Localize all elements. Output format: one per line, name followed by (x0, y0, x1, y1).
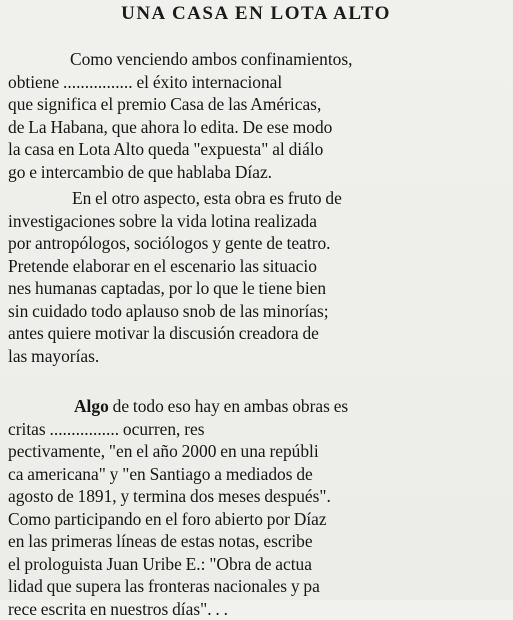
paragraph-3-line: pectivamente, "en el año 2000 en una repúbli (8, 440, 504, 463)
paragraph-2-line: antes quiere motivar la discusión creadora de (8, 322, 504, 345)
paragraph-3-first-line-rest: de todo eso hay en ambas obras es (109, 396, 348, 416)
paragraph-3-first-line (8, 395, 504, 418)
paragraph-3-line: agosto de 1891, y termina dos meses después". (8, 485, 504, 508)
paragraph-2-line: En el otro aspecto, esta obra es fruto de (8, 187, 504, 210)
paragraph-3-lead-word: Algo (74, 396, 109, 416)
article-paragraph-3 (8, 395, 504, 620)
paragraph-3-line: en las primeras líneas de estas notas, escribe (8, 530, 504, 553)
paragraph-3-line: lidad que supera las fronteras nacionales y pa (8, 575, 504, 598)
paragraph-2-line: nes humanas captadas, por lo que le tiene bien (8, 277, 504, 300)
paragraph-1-line: de La Habana, que ahora lo edita. De ese modo (8, 116, 504, 139)
paragraph-3-line: rece escrita en nuestros días". . . (8, 598, 504, 620)
paragraph-2-line: las mayorías. (8, 345, 504, 368)
paragraph-3-line: critas ................ ocurren, res (8, 418, 504, 441)
paragraph-3-line: Como participando en el foro abierto por Díaz (8, 508, 504, 531)
article-paragraph-1 (8, 48, 504, 183)
paragraph-1-line: Como venciendo ambos confinamientos, (8, 48, 504, 71)
article-paragraph-2 (8, 187, 504, 367)
paragraph-1-line: la casa en Lota Alto queda "expuesta" al diálo (8, 138, 504, 161)
paragraph-1-line: que significa el premio Casa de las Américas, (8, 93, 504, 116)
paragraph-1-line: go e intercambio de que hablaba Díaz. (8, 161, 504, 184)
paragraph-2-line: Pretende elaborar en el escenario las situacio (8, 255, 504, 278)
paragraph-1-line: obtiene ................ el éxito internacional (8, 71, 504, 94)
paragraph-2-line: por antropólogos, sociólogos y gente de teatro. (8, 232, 504, 255)
paragraph-3-line: ca americana" y "en Santiago a mediados de (8, 463, 504, 486)
paragraph-2-line: investigaciones sobre la vida lotina realizada (8, 210, 504, 233)
paragraph-2-line: sin cuidado todo aplauso snob de las minorías; (8, 300, 504, 323)
paragraph-3-line: el prologuista Juan Uribe E.: "Obra de actua (8, 553, 504, 576)
article-headline: UNA CASA EN LOTA ALTO (8, 2, 504, 26)
